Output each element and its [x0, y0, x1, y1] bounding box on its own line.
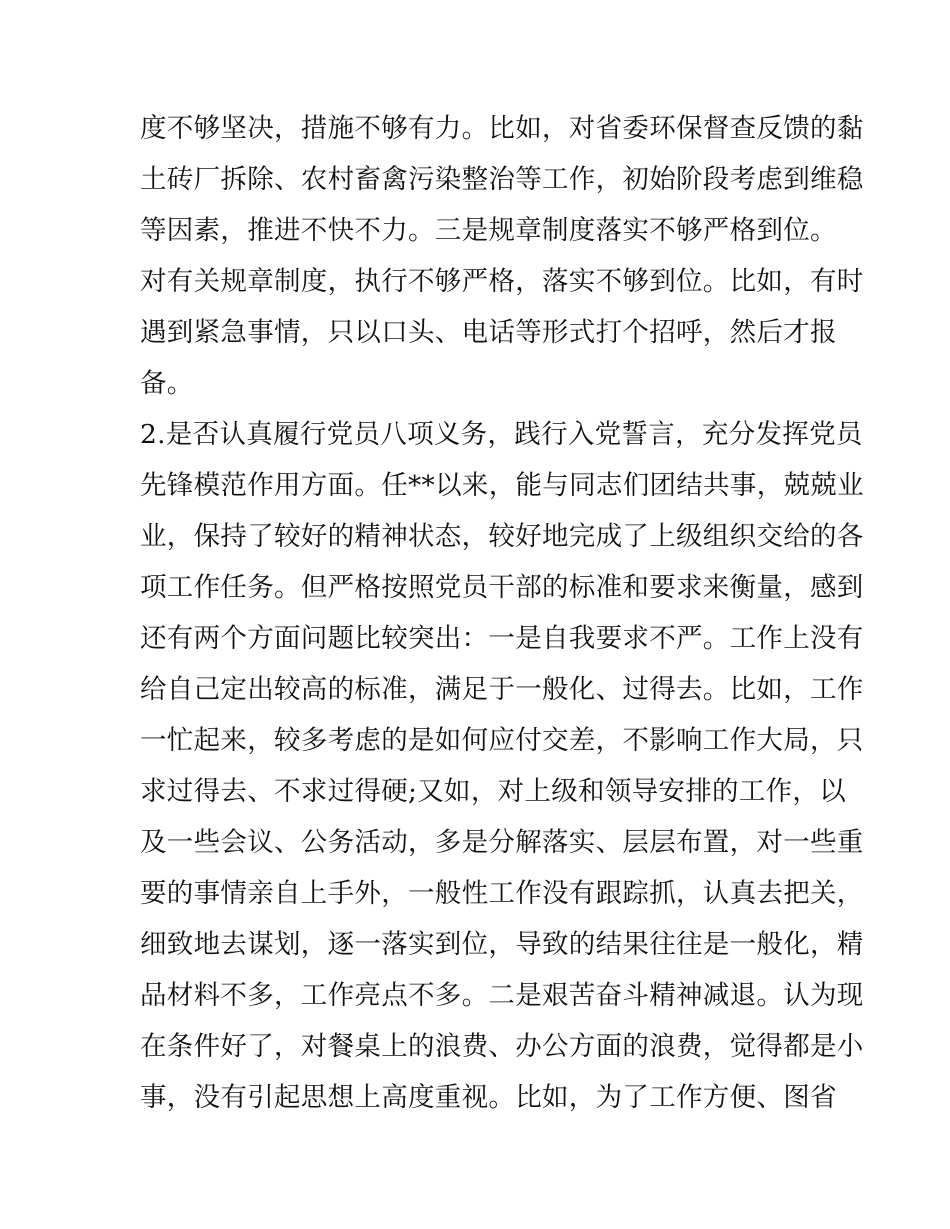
text-line: 事，没有引起思想上高度重视。比如，为了工作方便、图省: [140, 1082, 837, 1113]
text-line: 品材料不多，工作亮点不多。二是艰苦奋斗精神减退。认为现: [140, 980, 864, 1011]
body-text: [140, 103, 864, 1123]
text-line: 备。: [140, 368, 194, 399]
text-line: 土砖厂拆除、农村畜禽污染整治等工作，初始阶段考虑到维稳: [140, 164, 864, 195]
text-line: 对有关规章制度，执行不够严格，落实不够到位。比如，有时: [140, 266, 864, 297]
text-line: 项工作任务。但严格按照党员干部的标准和要求来衡量，感到: [140, 572, 864, 603]
text-line: 先锋模范作用方面。任**以来，能与同志们团结共事，兢兢业: [140, 470, 864, 501]
text-line: 及一些会议、公务活动，多是分解落实、层层布置，对一些重: [140, 827, 864, 858]
text-line: 还有两个方面问题比较突出：一是自我要求不严。工作上没有: [140, 623, 864, 654]
text-line: 求过得去、不求过得硬;又如，对上级和领导安排的工作，以: [140, 776, 847, 807]
text-line: 度不够坚决，措施不够有力。比如，对省委环保督查反馈的黏: [140, 113, 864, 144]
text-line: 遇到紧急事情，只以口头、电话等形式打个招呼，然后才报: [140, 317, 837, 348]
text-line: 给自己定出较高的标准，满足于一般化、过得去。比如，工作: [140, 674, 864, 705]
text-line: 一忙起来，较多考虑的是如何应付交差，不影响工作大局，只: [140, 725, 864, 756]
text-line: 细致地去谋划，逐一落实到位，导致的结果往往是一般化，精: [140, 929, 864, 960]
text-line: 等因素，推进不快不力。三是规章制度落实不够严格到位。: [140, 215, 837, 246]
section-heading-line: 2.是否认真履行党员八项义务，践行入党誓言，充分发挥党员: [140, 419, 863, 450]
text-line: 在条件好了，对餐桌上的浪费、办公方面的浪费，觉得都是小: [140, 1031, 864, 1062]
text-line: 业，保持了较好的精神状态，较好地完成了上级组织交给的各: [140, 521, 864, 552]
text-line: 要的事情亲自上手外，一般性工作没有跟踪抓，认真去把关，: [140, 878, 864, 909]
